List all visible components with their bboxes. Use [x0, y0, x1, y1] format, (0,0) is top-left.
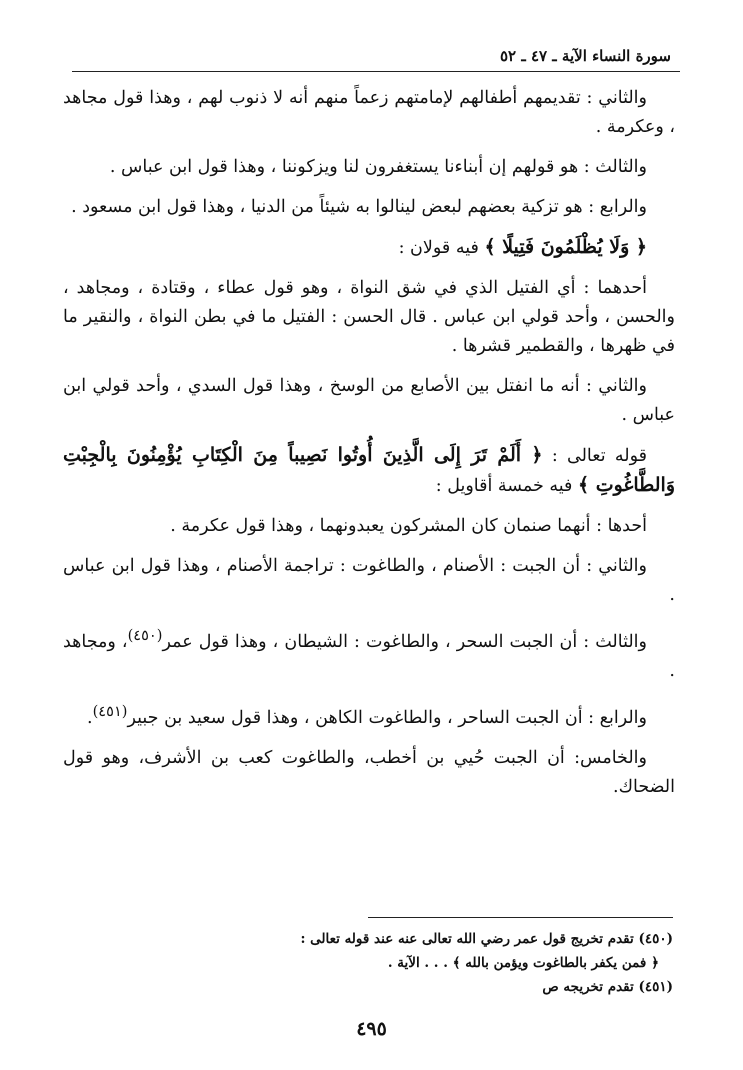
paragraph-3-text: والرابع : هو تزكية بعضهم لبعض لينالوا به شيئاً من الدنيا ، وهذا قول ابن مسعود . — [71, 197, 647, 217]
quran-verse-2: ﴿ أَلَمْ تَرَ إِلَى الَّذِينَ أُوتُوا نَصِيباً مِنَ الْكِتَابِ يُؤْمِنُونَ بِالْجِبْتِ وَالطَّاغُوتِ ﴾ — [63, 444, 675, 496]
paragraph-10-text: والثالث : أن الجبت السحر ، والطاغوت : الشيطان ، وهذا قول عمر — [162, 631, 647, 652]
footnote-ref-450[interactable]: (٤٥٠) — [127, 627, 163, 644]
paragraph-10-tail: ، ومجاهد . — [63, 631, 675, 681]
paragraph-4 — [63, 233, 675, 263]
paragraph-2 — [63, 153, 675, 182]
paragraph-5 — [63, 274, 675, 361]
paragraph-11-text: والرابع : أن الجبت الساحر ، والطاغوت الكاهن ، وهذا قول سعيد بن جبير — [127, 707, 647, 728]
paragraph-7-text: فيه خمسة أقاويل : — [435, 476, 578, 496]
paragraph-8 — [63, 512, 675, 541]
paragraph-12-text: والخامس: أن الجبت حُيي بن أخطب، والطاغوت كعب بن الأشرف، وهو قول الضحاك. — [63, 747, 675, 797]
footnote-450: (٤٥٠) تقدم تخريج قول عمر رضي الله تعالى عنه عند قوله تعالى : — [300, 931, 673, 947]
paragraph-12 — [63, 744, 675, 802]
paragraph-9-text: والثاني : أن الجبت : الأصنام ، والطاغوت : تراجمة الأصنام ، وهذا قول ابن عباس . — [63, 556, 675, 605]
footnote-451: (٤٥١) تقدم تخريجه ص — [542, 979, 673, 995]
paragraph-9 — [63, 552, 675, 610]
paragraph-3 — [63, 193, 675, 222]
footnote-450-verse: ﴿ فمن يكفر بالطاغوت ويؤمن بالله ﴾ . . . الآية . — [387, 955, 659, 971]
footnote-rule — [368, 917, 673, 918]
paragraph-1-text: والثاني : تقديمهم أطفالهم لإمامتهم زعماً منهم أنه لا ذنوب لهم ، وهذا قول مجاهد ، وعكرمة . — [63, 88, 675, 137]
paragraph-4-text: فيه قولان : — [398, 238, 485, 258]
paragraph-11 — [63, 697, 675, 733]
quran-verse-1: ﴿ وَلَا يُظْلَمُونَ فَتِيلًا ﴾ — [484, 236, 647, 258]
footnote-ref-451[interactable]: (٤٥١) — [92, 702, 128, 720]
paragraph-11-tail: . — [87, 707, 93, 728]
paragraph-5-text: أحدهما : أي الفتيل الذي في شق النواة ، وهو قول عطاء ، وقتادة ، ومجاهد ، والحسن ، وأحد قولي ابن عباس . قال الحسن : الفتيل ما في بطن النواة ، والنقير ما في ظهرها ، والقطمير قشرها . — [63, 278, 675, 356]
paragraph-10 — [63, 621, 675, 686]
paragraph-8-text: أحدها : أنهما صنمان كان المشركون يعبدونهما ، وهذا قول عكرمة . — [170, 516, 647, 536]
paragraph-1 — [63, 84, 675, 142]
main-text — [63, 84, 675, 813]
paragraph-2-text: والثالث : هو قولهم إن أبناءنا يستغفرون لنا ويزكوننا ، وهذا قول ابن عباس . — [109, 157, 647, 177]
paragraph-7-lead: قوله تعالى : — [542, 446, 647, 466]
paragraph-6 — [63, 372, 675, 430]
paragraph-7 — [63, 441, 675, 501]
running-title: سورة النساء الآية ـ ٤٧ ـ ٥٢ — [499, 47, 671, 65]
header-rule — [72, 71, 680, 72]
page-number: ٤٩٥ — [356, 1018, 387, 1040]
paragraph-6-text: والثاني : أنه ما انفتل بين الأصابع من الوسخ ، وهذا قول السدي ، وأحد قولي ابن عباس . — [63, 376, 675, 425]
footnotes — [73, 927, 673, 999]
